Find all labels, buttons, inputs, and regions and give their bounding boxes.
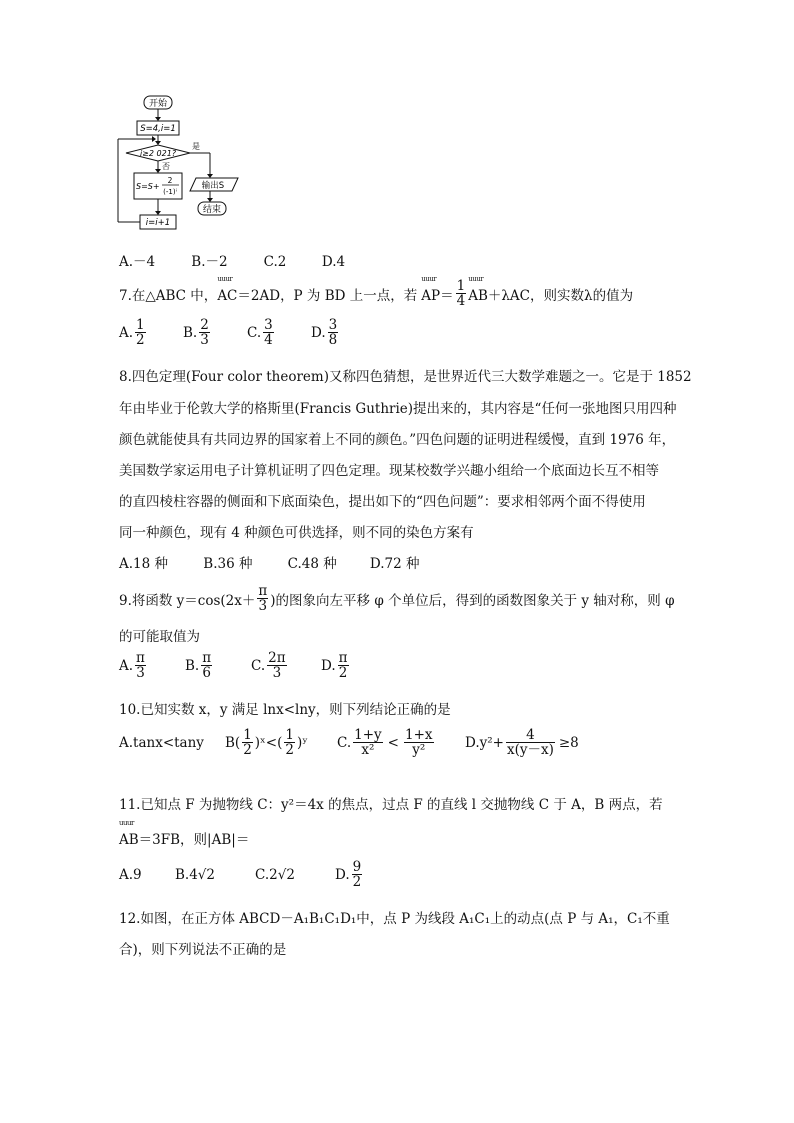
flowchart-start-text: 开始 [148, 99, 168, 109]
q10-options [119, 728, 579, 757]
q7-option-d [311, 318, 340, 347]
q11-line-2 [119, 828, 249, 848]
q9-option-c-label: C. [251, 657, 266, 674]
q9-option-a-num: π [136, 650, 145, 666]
flowchart-output-text: 输出S [201, 181, 225, 191]
flowchart-increment-text: i=i+1 [145, 218, 171, 228]
q9-option-b-label: B. [185, 657, 200, 674]
q9-option-c-den: 3 [272, 665, 282, 682]
q10-option-c-lt: < [387, 734, 399, 751]
q7-vector-eq: uuur AC＝2AD [217, 284, 280, 304]
q10-b-den1: 2 [243, 742, 252, 759]
q11-line-1: 11.已知点 F 为抛物线 C：y²＝4x 的焦点，过点 F 的直线 l 交抛物线 C 于 A，B 两点，若 [119, 797, 663, 813]
q10-stem: 10.已知实数 x，y 满足 lnx<lny，则下列结论正确的是 [119, 702, 451, 718]
q7-option-a-label: A. [119, 324, 134, 341]
q7-options [119, 318, 340, 347]
q9-option-a [119, 651, 185, 680]
q7-option-a-num: 1 [136, 317, 145, 333]
q7-option-c-frac [263, 318, 274, 347]
q8-line-1: 8.四色定理(Four color theorem)又称四色猜想，是世界近代三大数学难题之一。它是于 1852 [119, 369, 692, 385]
q10-option-a: A.tanx<tany [119, 734, 204, 751]
q7-option-a-den: 2 [136, 332, 145, 349]
q12-line-2: 合)，则下列说法不正确的是 [119, 942, 287, 958]
q10-c-den1: x² [361, 742, 375, 759]
q9-option-d-den: 2 [338, 665, 348, 682]
flowchart-update-den: (-1)ⁱ [163, 188, 177, 196]
q7-option-c-num: 3 [264, 317, 273, 333]
q11-suffix: ，则|AB|＝ [180, 832, 250, 848]
q7-option-d-den: 8 [328, 332, 338, 349]
q9-option-b [185, 651, 251, 680]
q10-option-d [465, 728, 579, 757]
q6-options [119, 250, 345, 270]
q9-option-a-label: A. [119, 657, 134, 674]
q10-option-b-label: B( [225, 734, 241, 751]
q7-fraction [456, 279, 467, 308]
q7-stem [119, 279, 633, 308]
q7-mid: ，P 为 BD 上一点，若 [280, 287, 418, 304]
q8-line-2: 年由毕业于伦敦大学的格斯里(Francis Guthrie)提出来的，其内容是“任何一张地图只用四种 [119, 401, 677, 417]
q9-stem [119, 584, 675, 613]
q9-option-c-num: 2π [268, 650, 286, 666]
q7-option-c-den: 4 [264, 332, 273, 349]
q10-option-d-end: ≥8 [558, 734, 579, 751]
q6-option-a: A.－4 [119, 254, 156, 270]
q9-option-a-den: 3 [136, 665, 145, 682]
q7-option-c [247, 318, 311, 347]
flowchart-no-label: 否 [162, 162, 170, 171]
q9-frac-den: 3 [258, 598, 268, 615]
q10-b-num2: 1 [285, 727, 294, 743]
q7-option-a [119, 318, 183, 347]
q10-d-num: 4 [506, 728, 555, 743]
q8-line-4: 美国数学家运用电子计算机证明了四色定理。现某校数学兴趣小组给一个底面边长互不相等 [119, 463, 659, 479]
q10-option-c [337, 728, 465, 757]
q7-option-d-label: D. [311, 324, 326, 341]
q10-b-num1: 1 [243, 727, 252, 743]
flowchart-update-prefix: S=S+ [136, 182, 160, 191]
flowchart-end-text: 结束 [202, 205, 222, 215]
q10-option-b-end: )ʸ [296, 734, 308, 751]
q8-option-d: D.72 种 [369, 556, 420, 572]
q6-option-c: C.2 [263, 254, 287, 270]
q11-d-num: 9 [352, 859, 362, 875]
q11-option-d-label: D. [335, 866, 350, 883]
q10-option-b-frac2 [284, 728, 295, 757]
q11-option-d [335, 860, 364, 889]
q7-frac-den: 4 [456, 293, 466, 310]
q11-option-a: A.9 [119, 866, 142, 883]
q8-line-6: 同一种颜色，现有 4 种颜色可供选择，则不同的染色方案有 [119, 525, 474, 541]
q9-options [119, 651, 351, 680]
flowchart-condition-text: i≥2 021? [139, 149, 177, 158]
q10-b-den2: 2 [285, 742, 294, 759]
q10-option-d-frac [506, 728, 555, 757]
q6-option-b: B.－2 [191, 254, 228, 270]
q11-vector-eq: uuur AB＝3FB [119, 828, 180, 848]
q8-line-5: 的直四棱柱容器的侧面和下底面染色，提出如下的“四色问题”：要求相邻两个面不得使用 [119, 494, 646, 510]
q7-prefix: 7.在△ABC 中， [119, 287, 218, 304]
q10-option-b-frac1 [242, 728, 253, 757]
flowchart-init-text: S=4,i=1 [140, 124, 176, 134]
q12-line-1: 12.如图，在正方体 ABCD－A₁B₁C₁D₁中，点 P 为线段 A₁C₁上的动点(点 P 与 A₁，C₁不重 [119, 911, 670, 927]
q7-option-d-num: 3 [328, 317, 338, 333]
q8-option-a: A.18 种 [119, 556, 169, 572]
q11-options [119, 860, 364, 889]
q10-option-b-mid: )ˣ<( [254, 734, 283, 751]
q9-option-b-frac [201, 651, 212, 680]
q8-option-b: B.36 种 [203, 556, 253, 572]
q7-option-b-den: 3 [200, 332, 209, 349]
q10-option-c-frac1 [353, 728, 383, 757]
q7-frac-num: 1 [456, 278, 466, 294]
q10-c-num1: 1+y [354, 727, 382, 743]
q6-option-d: D.4 [321, 254, 346, 270]
q7-option-b-frac [199, 318, 210, 347]
q9-option-a-frac [135, 651, 146, 680]
q10-option-b [225, 728, 337, 757]
q9-fraction [257, 584, 268, 613]
q9-prefix: 9.将函数 y＝cos(2x＋ [119, 592, 256, 609]
q10-option-c-frac2 [404, 728, 434, 757]
q7-option-b [183, 318, 247, 347]
q9-option-d-frac [338, 651, 349, 680]
q9-suffix: )的图象向左平移 φ 个单位后，得到的函数图象关于 y 轴对称，则 φ [270, 592, 675, 609]
q10-option-d-label: D.y²+ [465, 734, 504, 751]
q10-c-den2: y² [412, 742, 426, 759]
q7-suffix: ，则实数λ的值为 [530, 287, 634, 304]
q9-option-c [251, 651, 321, 680]
q9-frac-num: π [258, 583, 268, 599]
q7-option-b-label: B. [183, 324, 198, 341]
q9-line-2: 的可能取值为 [119, 629, 200, 645]
q9-option-c-frac [267, 651, 286, 680]
q9-option-b-num: π [202, 650, 212, 666]
q7-option-a-frac [135, 318, 146, 347]
flowchart-yes-label: 是 [192, 142, 200, 151]
flowchart-update-num: 2 [167, 176, 173, 185]
q9-option-b-den: 6 [202, 665, 211, 682]
q10-d-den: x(y－x) [506, 742, 554, 759]
q9-option-d [321, 651, 351, 680]
q9-option-d-num: π [338, 650, 348, 666]
q11-d-den: 2 [352, 874, 362, 891]
q10-option-c-label: C. [337, 734, 352, 751]
q7-option-c-label: C. [247, 324, 262, 341]
q8-options [119, 552, 420, 572]
q10-c-num2: 1+x [404, 727, 433, 743]
q11-option-d-frac [352, 860, 363, 889]
q7-option-b-num: 2 [200, 317, 209, 333]
q9-option-d-label: D. [321, 657, 336, 674]
q7-ap: uuur AP＝ [421, 284, 453, 304]
q8-option-c: C.48 种 [287, 556, 337, 572]
flowchart [110, 93, 260, 233]
q7-option-d-frac [328, 318, 339, 347]
q11-option-c: C.2√2 [255, 866, 295, 883]
q11-option-b: B.4√2 [175, 866, 215, 883]
q7-ab: uuur AB＋λAC [468, 284, 530, 304]
q8-line-3: 颜色就能使具有共同边界的国家着上不同的颜色。”四色问题的证明进程缓慢，直到 1976 年， [119, 432, 676, 448]
